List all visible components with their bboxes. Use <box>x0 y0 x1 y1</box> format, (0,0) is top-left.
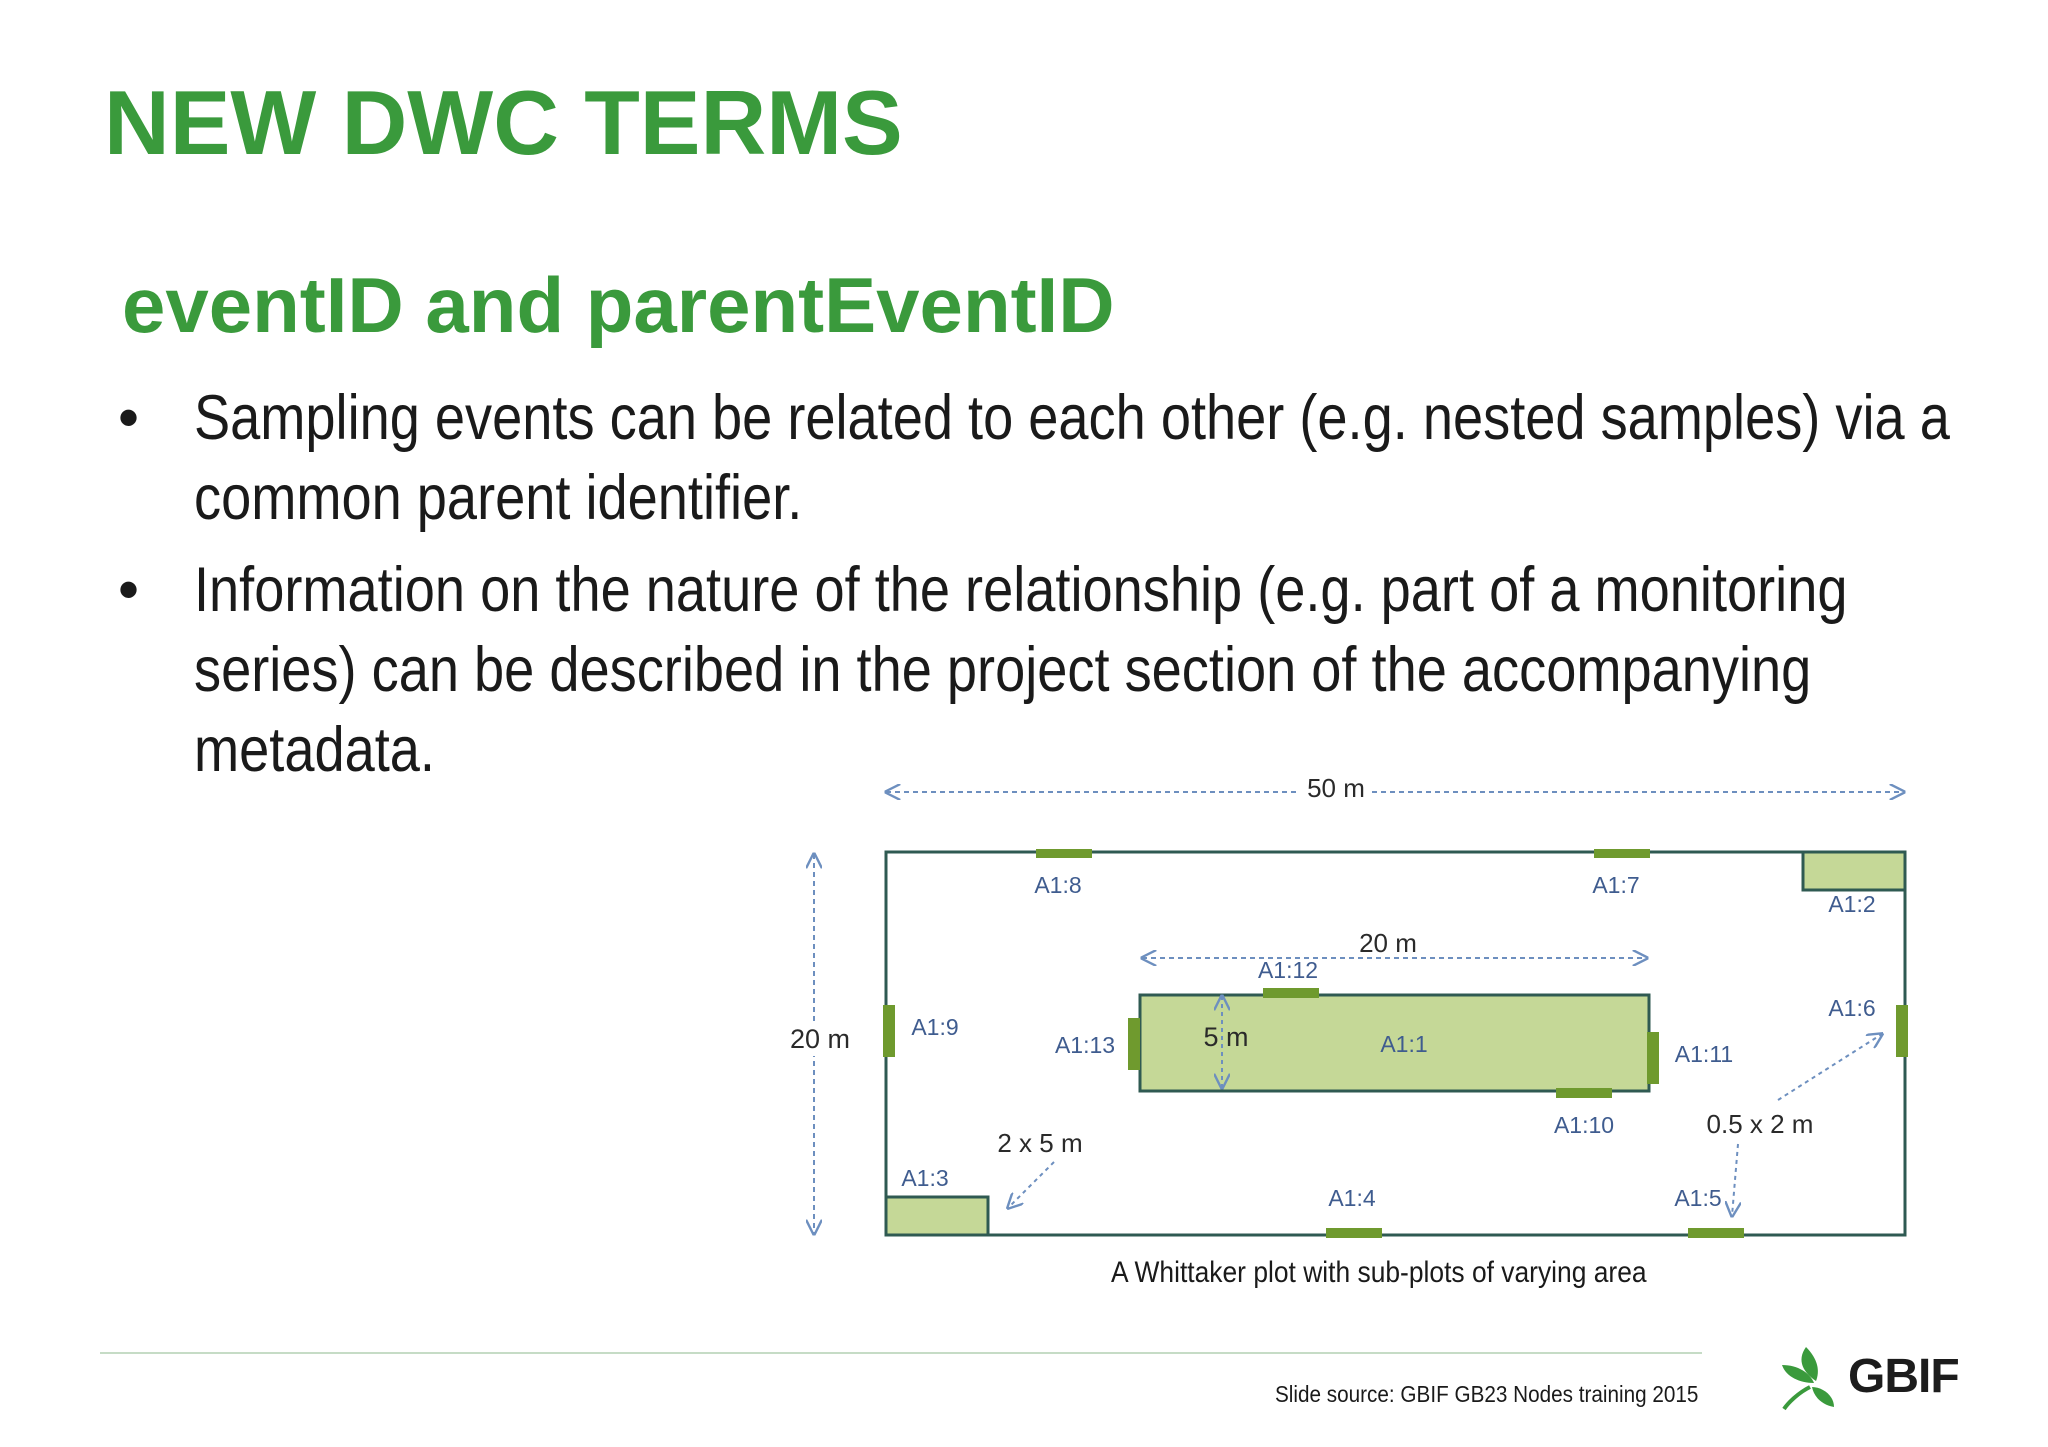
marker-a1-12 <box>1263 988 1319 998</box>
logo-text: GBIF <box>1848 1350 1959 1403</box>
tiny-plot-size-label: 0.5 x 2 m <box>1706 1109 1814 1139</box>
slide-title: NEW DWC TERMS <box>104 73 903 174</box>
gbif-leaf-icon <box>1776 1343 1856 1413</box>
slide-source-note: Slide source: GBIF GB23 Nodes training 2015 <box>1275 1381 1699 1407</box>
marker-a1-4 <box>1326 1228 1382 1238</box>
label-a1-9: A1:9 <box>911 1014 959 1040</box>
width-label: 50 m <box>1307 773 1365 803</box>
bullet-item <box>110 378 1960 538</box>
height-label: 20 m <box>790 1024 851 1054</box>
diagram-caption: A Whittaker plot with sub-plots of varying area <box>1111 1256 1647 1289</box>
section-title: eventID and parentEventID <box>122 261 1115 349</box>
footer-divider <box>100 1352 1702 1354</box>
label-a1-3: A1:3 <box>901 1165 949 1191</box>
marker-a1-5 <box>1688 1228 1744 1238</box>
bullet-item <box>110 550 1960 790</box>
marker-a1-6 <box>1896 1005 1908 1057</box>
subplot-a1-3 <box>886 1197 988 1235</box>
marker-a1-11 <box>1647 1032 1659 1084</box>
label-a1-6: A1:6 <box>1828 995 1876 1021</box>
label-a1-4: A1:4 <box>1328 1185 1376 1211</box>
label-a1-11: A1:11 <box>1674 1041 1734 1067</box>
label-a1-10: A1:10 <box>1553 1112 1615 1138</box>
label-a1-8: A1:8 <box>1034 872 1082 898</box>
subplot-a1-2 <box>1803 852 1905 890</box>
bullet-text: Sampling events can be related to each other (e.g. nested samples) via a common parent identifier. <box>194 383 1950 533</box>
marker-a1-13 <box>1128 1018 1140 1070</box>
label-a1-13: A1:13 <box>1054 1032 1116 1058</box>
marker-a1-7 <box>1594 849 1650 858</box>
label-a1-5: A1:5 <box>1674 1185 1722 1211</box>
gbif-logo <box>1776 1343 1959 1413</box>
marker-a1-10 <box>1556 1088 1612 1098</box>
inner-height-label: 5 m <box>1203 1022 1249 1052</box>
bullet-list <box>110 378 1960 802</box>
small-plot-size-label: 2 x 5 m <box>997 1128 1083 1158</box>
label-a1-12: A1:12 <box>1257 957 1319 983</box>
bullet-dot-icon: • <box>118 556 140 623</box>
label-a1-7: A1:7 <box>1592 872 1640 898</box>
bullet-text: Information on the nature of the relationship (e.g. part of a monitoring series) can be described in the project section of the accompanying metadata. <box>194 555 1848 785</box>
label-a1-1: A1:1 <box>1380 1031 1428 1057</box>
whittaker-plot-diagram <box>790 770 1930 1250</box>
marker-a1-8 <box>1036 849 1092 858</box>
bullet-dot-icon: • <box>118 384 140 451</box>
inner-width-label: 20 m <box>1359 928 1417 958</box>
marker-a1-9 <box>883 1005 895 1057</box>
label-a1-2: A1:2 <box>1828 891 1876 917</box>
